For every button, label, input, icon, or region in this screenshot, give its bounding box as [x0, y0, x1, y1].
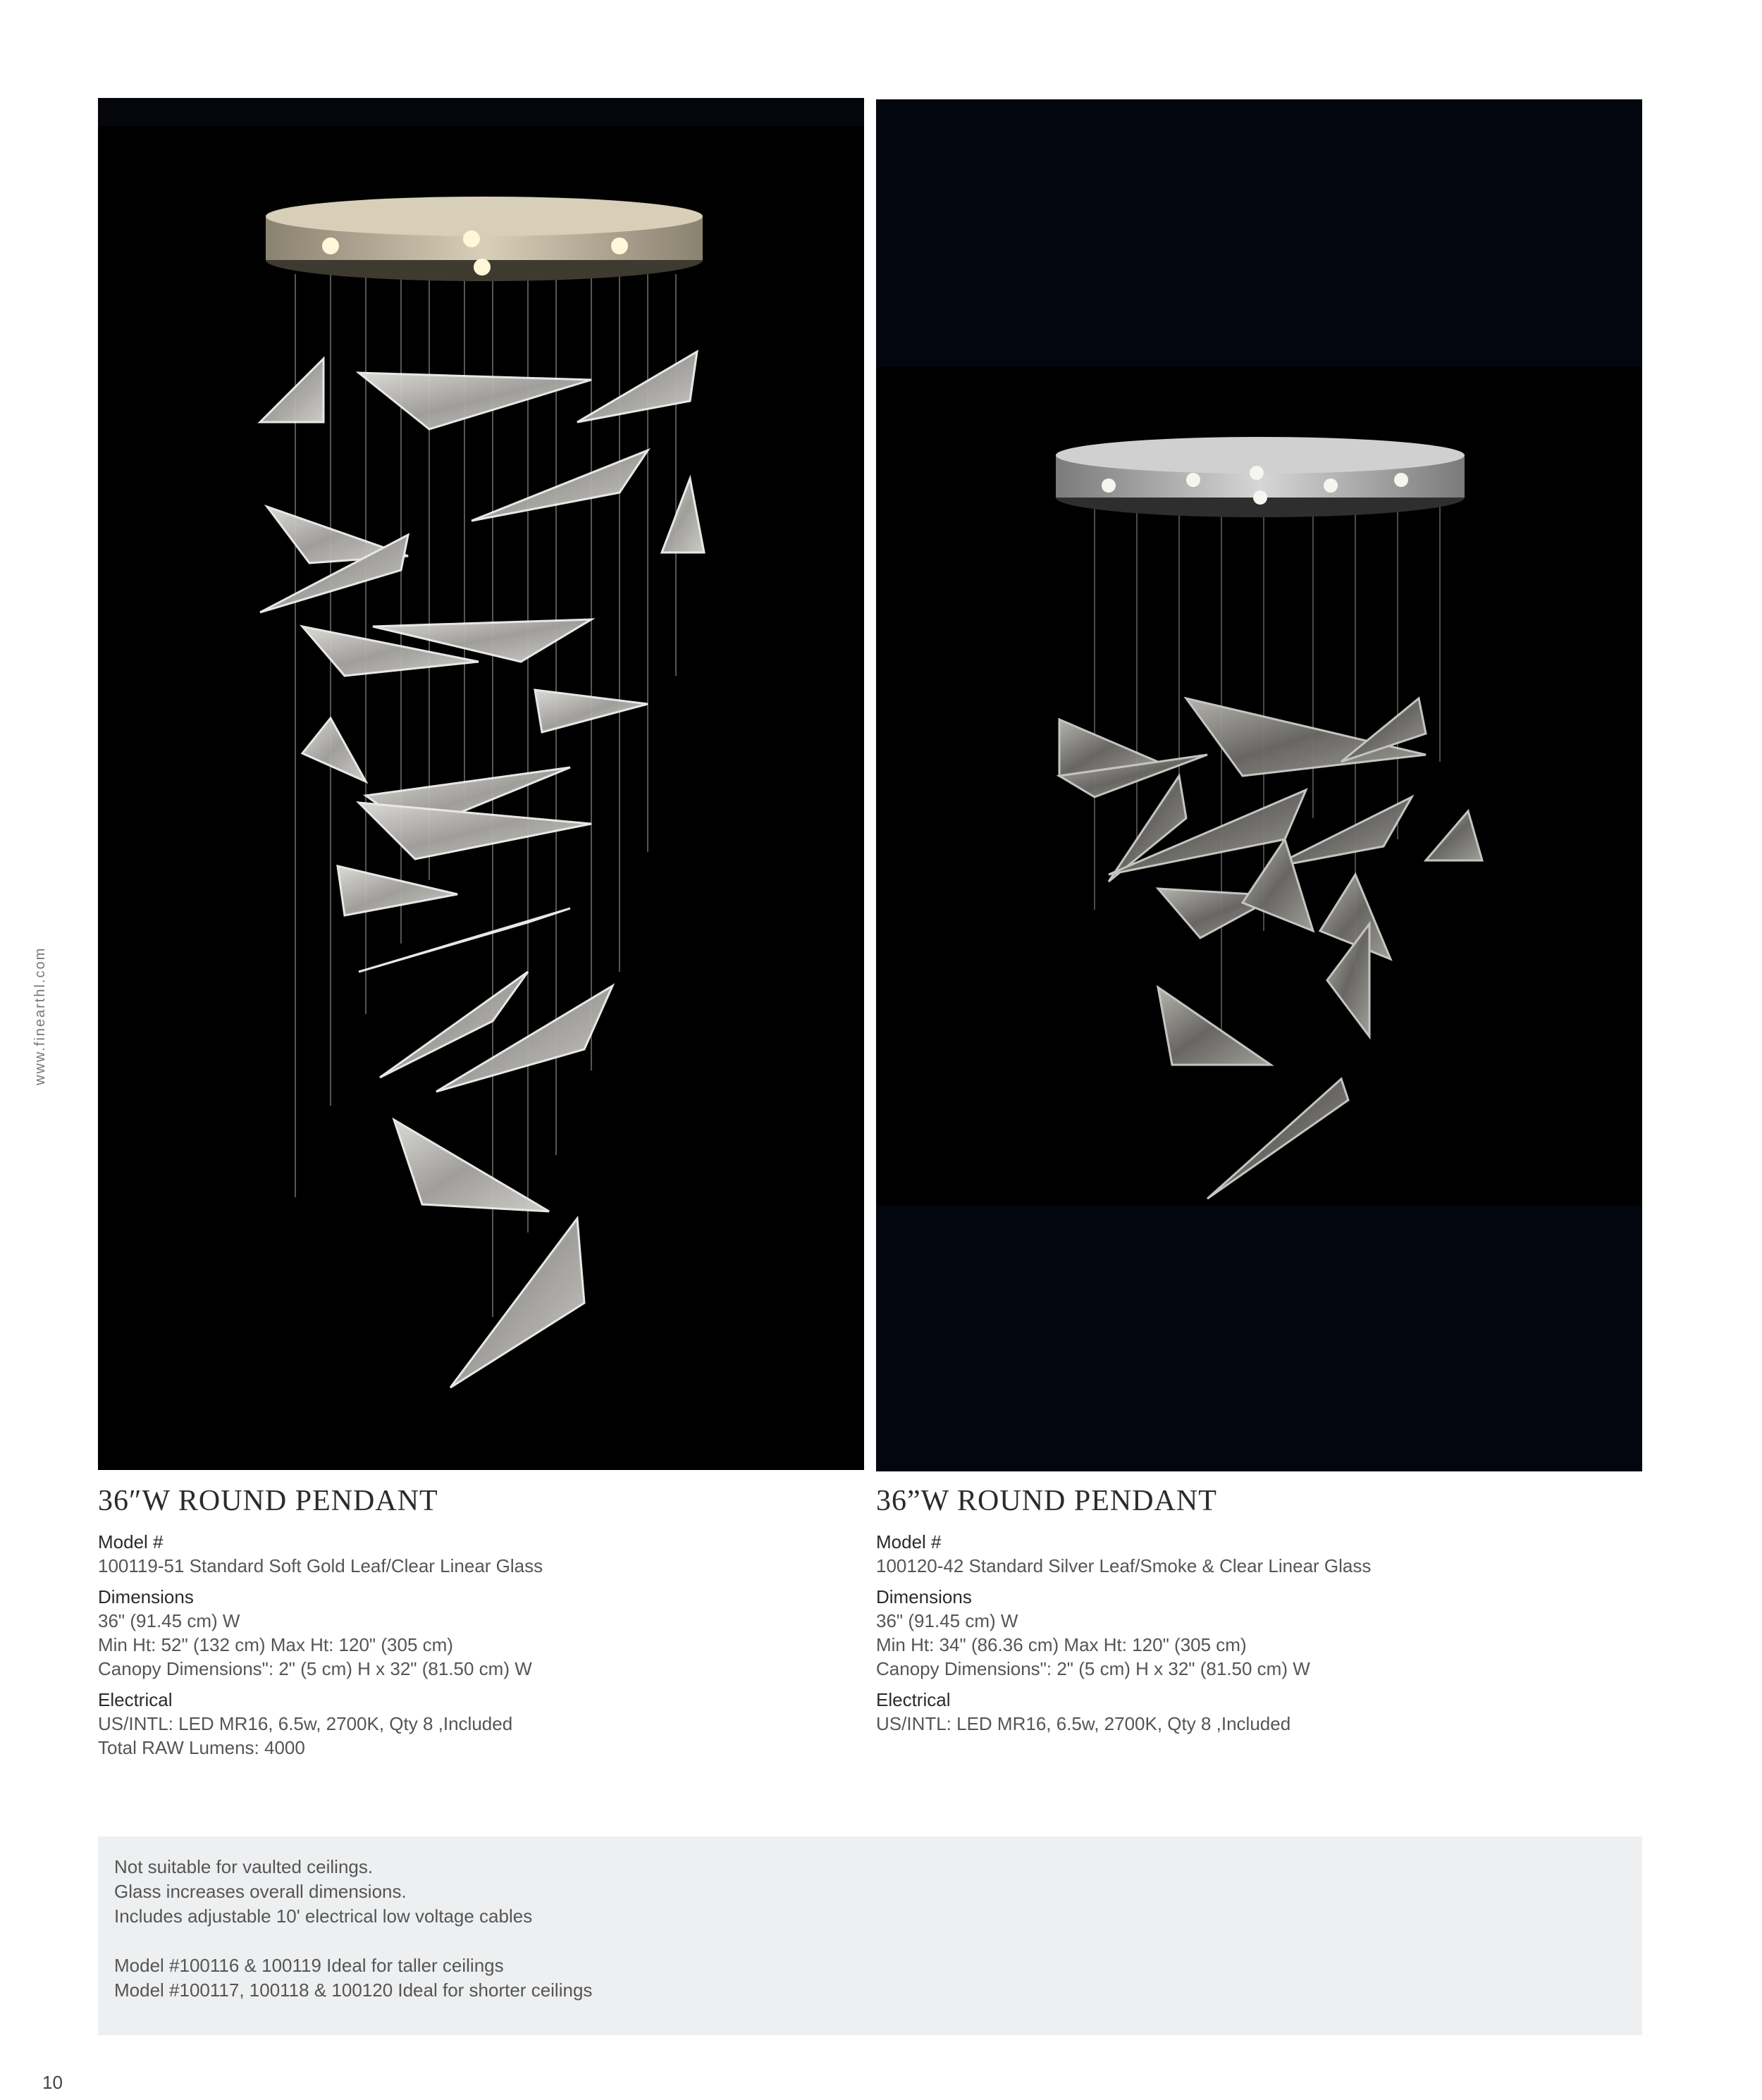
product-photo-left: [98, 98, 864, 1470]
electrical-line: US/INTL: LED MR16, 6.5w, 2700K, Qty 8 ,Included: [98, 1713, 513, 1734]
product-title: 36″W ROUND PENDANT: [98, 1485, 438, 1517]
website-url: www.finearthl.com: [32, 946, 48, 1085]
product-specs-right: [876, 1483, 1637, 1736]
note-spacer: [114, 1929, 1642, 1953]
model-value: 100120-42 Standard Silver Leaf/Smoke & Clear Linear Glass: [876, 1555, 1372, 1576]
product-specs-left: [98, 1483, 859, 1760]
electrical-label: Electrical: [98, 1689, 173, 1710]
note-line: Not suitable for vaulted ceilings.: [114, 1856, 374, 1877]
note-line: Model #100117, 100118 & 100120 Ideal for shorter ceilings: [114, 1979, 593, 2001]
electrical-label: Electrical: [876, 1689, 951, 1710]
dimension-line: Min Ht: 52" (132 cm) Max Ht: 120" (305 cm): [98, 1634, 453, 1655]
model-label: Model #: [98, 1531, 164, 1552]
note-line: Model #100116 & 100119 Ideal for taller ceilings: [114, 1955, 504, 1976]
product-photo-right: [876, 99, 1642, 1471]
electrical-line: Total RAW Lumens: 4000: [98, 1737, 305, 1758]
note-line: Glass increases overall dimensions.: [114, 1881, 407, 1902]
pendant-illustration-left: [98, 98, 864, 1470]
note-line: Includes adjustable 10' electrical low voltage cables: [114, 1906, 533, 1927]
product-title: 36”W ROUND PENDANT: [876, 1485, 1217, 1517]
dimension-line: 36" (91.45 cm) W: [98, 1610, 240, 1631]
notes-box: [98, 1836, 1642, 2035]
dimension-line: Canopy Dimensions": 2" (5 cm) H x 32" (81.50 cm) W: [98, 1658, 532, 1679]
dimension-line: Canopy Dimensions": 2" (5 cm) H x 32" (81.50 cm) W: [876, 1658, 1310, 1679]
page-number: 10: [42, 2072, 63, 2093]
electrical-line: US/INTL: LED MR16, 6.5w, 2700K, Qty 8 ,Included: [876, 1713, 1291, 1734]
model-value: 100119-51 Standard Soft Gold Leaf/Clear Linear Glass: [98, 1555, 543, 1576]
model-label: Model #: [876, 1531, 942, 1552]
dimension-line: Min Ht: 34" (86.36 cm) Max Ht: 120" (305 cm): [876, 1634, 1247, 1655]
dimension-line: 36" (91.45 cm) W: [876, 1610, 1018, 1631]
dimensions-label: Dimensions: [98, 1586, 194, 1607]
dimensions-label: Dimensions: [876, 1586, 972, 1607]
pendant-illustration-right: [876, 99, 1642, 1471]
